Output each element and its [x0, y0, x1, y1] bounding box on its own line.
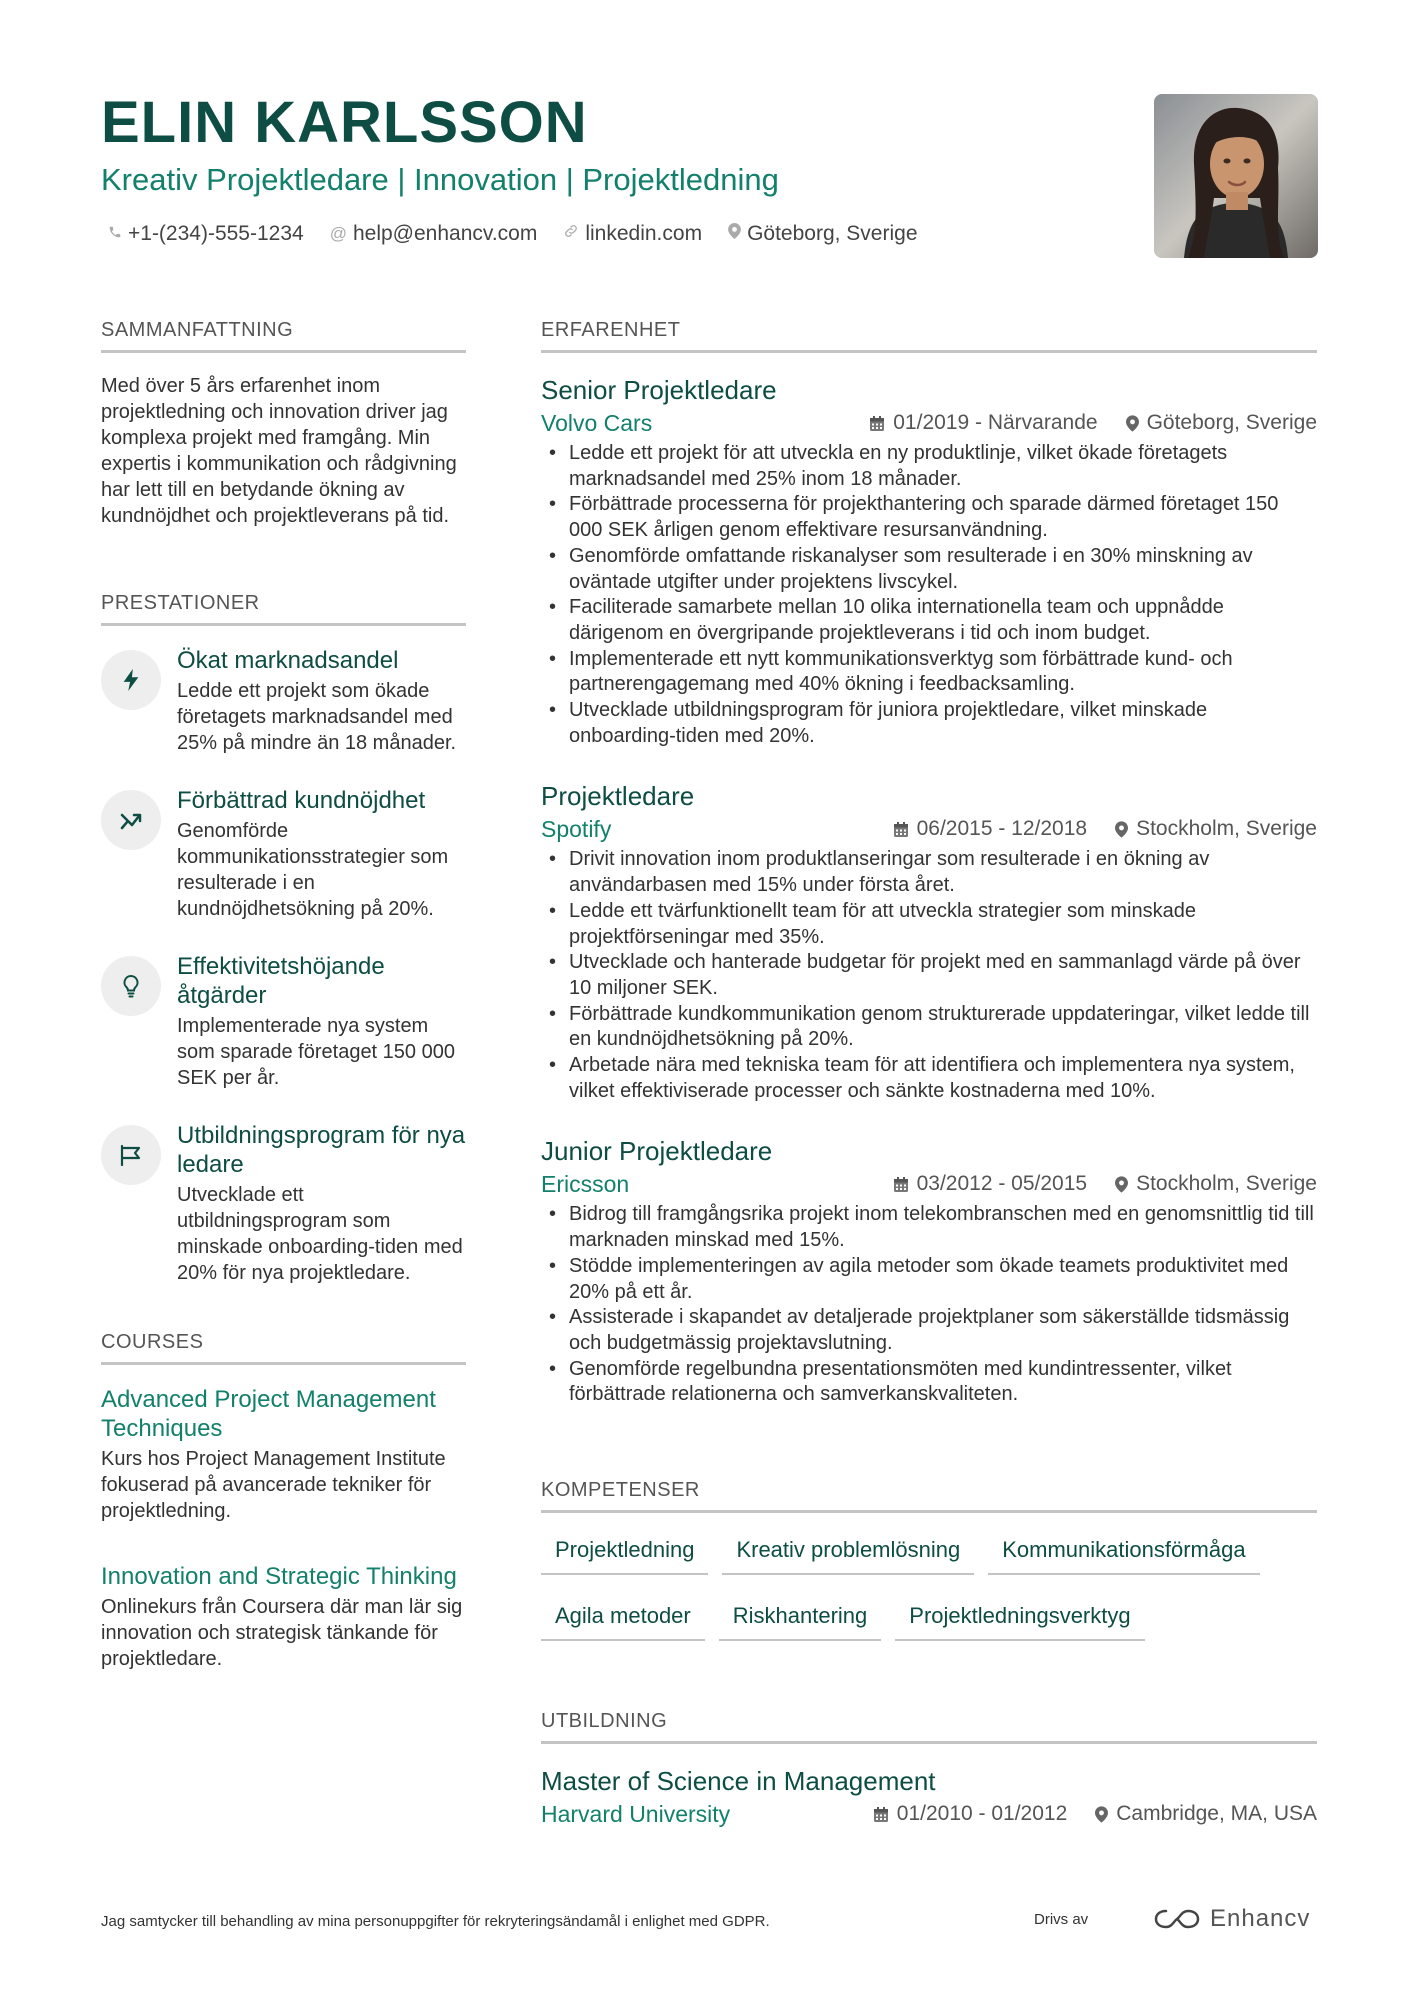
company-name: Ericsson	[541, 1171, 630, 1198]
job-location-text: Stockholm, Sverige	[1136, 817, 1317, 841]
location-pin-icon	[1126, 415, 1139, 432]
achievement-title: Ökat marknadsandel	[177, 647, 399, 674]
education-meta	[541, 1798, 1317, 1830]
achievement-item	[101, 646, 466, 756]
education-location	[1095, 1798, 1317, 1830]
powered-by-label: Drivs av	[1034, 1911, 1089, 1928]
contact-email	[330, 218, 538, 250]
education-heading: UTBILDNING	[541, 1707, 1317, 1744]
job-bullet: • Arbetade nära med tekniska team för att identifiera och implementera nya system, vilket effektiviserade processer och sänkte kostnaderna med 10%.	[541, 1053, 1317, 1104]
job-bullet: • Assisterade i skapandet av detaljerade projektplaner som säkerställde tidsmässig och budgetmässig projektavslutning.	[541, 1305, 1317, 1356]
email-text[interactable]: help@enhancv.com	[352, 222, 538, 245]
calendar-icon	[893, 821, 909, 838]
job-bullet: • Ledde ett tvärfunktionellt team för att utveckla strategier som minskade projektförseningar med 35%.	[541, 899, 1317, 950]
skill-tag: Kreativ problemlösning	[722, 1529, 974, 1575]
company-name: Volvo Cars	[541, 410, 653, 436]
calendar-icon	[869, 415, 885, 432]
skill-tag: Agila metoder	[541, 1595, 705, 1641]
job-bullets	[541, 441, 1317, 749]
job-meta	[541, 1168, 1317, 1200]
skill-tag: Riskhantering	[719, 1595, 882, 1641]
job-meta-right	[893, 813, 1317, 845]
job-bullets	[541, 847, 1317, 1104]
job-bullet: • Förbättrade kundkommunikation genom strukturerade uppdateringar, vilket ledde till en kundnöjdhetsökning på 20%.	[541, 1002, 1317, 1053]
education-dates-text: 01/2010 - 01/2012	[896, 1802, 1068, 1826]
experience-item	[541, 779, 1317, 1104]
achievement-item	[101, 786, 466, 922]
job-bullet: • Genomförde omfattande riskanalyser som resulterade i en 30% minskning av oväntade utgifter under projektens livscykel.	[541, 544, 1317, 595]
job-dates-text: 03/2012 - 05/2015	[916, 1172, 1088, 1196]
achievement-title: Effektivitetshöjande åtgärder	[177, 953, 385, 1009]
phone-icon	[108, 218, 122, 250]
job-meta	[541, 407, 1317, 439]
summary-heading: SAMMANFATTNING	[101, 316, 466, 353]
school-name: Harvard University	[541, 1801, 731, 1828]
job-bullet: • Stödde implementeringen av agila metoder som ökade teamets produktivitet med 20% på ett år.	[541, 1254, 1317, 1305]
job-bullets	[541, 1202, 1317, 1408]
job-bullet: • Utvecklade utbildningsprogram för juniora projektledare, vilket minskade onboarding-tiden med 20%.	[541, 698, 1317, 749]
job-bullet: • Bidrog till framgångsrika projekt inom telekombranschen med en genomsnittlig tid till marknaden minskad med 15%.	[541, 1202, 1317, 1253]
location-text: Göteborg, Sverige	[747, 222, 918, 245]
enhancv-logo[interactable]	[1154, 1904, 1310, 1934]
achievements-heading: PRESTATIONER	[101, 589, 466, 626]
course-desc: Onlinekurs från Coursera där man lär sig innovation och strategisk tänkande för projektledare.	[101, 1596, 463, 1670]
education-location-text: Cambridge, MA, USA	[1116, 1802, 1317, 1826]
skill-tag: Kommunikationsförmåga	[988, 1529, 1259, 1575]
achievement-item	[101, 1121, 466, 1286]
location-pin-icon	[1115, 1176, 1128, 1193]
course-title: Advanced Project Management Techniques	[101, 1386, 436, 1442]
contact-phone	[108, 218, 304, 250]
job-dates	[869, 407, 1097, 439]
job-meta-right	[869, 407, 1317, 439]
link-icon	[563, 218, 579, 250]
enhancv-brand-text: Enhancv	[1210, 1905, 1311, 1932]
job-title: Projektledare	[541, 781, 695, 812]
achievement-title: Utbildningsprogram för nya ledare	[177, 1122, 466, 1178]
job-location	[1115, 813, 1317, 845]
at-icon: @	[329, 224, 347, 243]
contact-linkedin	[563, 218, 702, 250]
achievement-title: Förbättrad kundnöjdhet	[177, 787, 426, 814]
job-dates	[893, 813, 1087, 845]
achievement-desc: Utvecklade ett utbildningsprogram som minskade onboarding-tiden med 20% för nya projektledare.	[177, 1184, 463, 1284]
left-column	[101, 316, 466, 1710]
courses-heading: COURSES	[101, 1328, 466, 1365]
achievement-desc: Implementerade nya system som sparade företaget 150 000 SEK per år.	[177, 1015, 455, 1089]
calendar-icon	[893, 1176, 909, 1193]
experience-item	[541, 1134, 1317, 1408]
job-bullet: • Drivit innovation inom produktlanseringar som resulterade i en ökning av användarbasen med 15% under första året.	[541, 847, 1317, 898]
achievement-item	[101, 952, 466, 1091]
experience-item	[541, 373, 1317, 749]
profile-photo	[1154, 94, 1318, 258]
job-title: Senior Projektledare	[541, 375, 777, 405]
lightbulb-icon	[101, 956, 161, 1016]
education-dates	[873, 1798, 1067, 1830]
job-bullet: • Implementerade ett nytt kommunikationsverktyg som förbättrade kund- och partnerengagemang med 40% ökning i feedbacksamling.	[541, 647, 1317, 698]
job-bullet: • Genomförde regelbundna presentationsmöten med kundintressenter, vilket förbättrade relationerna och samverkanskvaliteten.	[541, 1357, 1317, 1408]
course-desc: Kurs hos Project Management Institute fokuserad på avancerade tekniker för projektledning.	[101, 1448, 446, 1522]
experience-heading: ERFARENHET	[541, 316, 1317, 353]
job-dates	[893, 1168, 1087, 1200]
candidate-subtitle: Kreativ Projektledare | Innovation | Projektledning	[101, 162, 779, 197]
achievement-desc: Genomförde kommunikationsstrategier som resulterade i en kundnöjdhetsökning på 20%.	[177, 820, 449, 920]
job-meta-right	[893, 1168, 1317, 1200]
contact-location	[728, 218, 917, 250]
chart-arrow-icon	[101, 790, 161, 850]
location-pin-icon	[728, 218, 741, 250]
experience-list	[541, 373, 1317, 1408]
education-meta-right	[873, 1798, 1317, 1830]
job-meta	[541, 813, 1317, 845]
linkedin-text[interactable]: linkedin.com	[585, 222, 703, 245]
skills-heading: KOMPETENSER	[541, 1476, 1317, 1513]
job-bullet: • Förbättrade processerna för projekthantering och sparade därmed företaget 150 000 SEK årligen genom effektivare resursanvändning.	[541, 492, 1317, 543]
job-dates-text: 06/2015 - 12/2018	[916, 817, 1088, 841]
skills-list	[541, 1529, 1317, 1641]
job-location-text: Göteborg, Sverige	[1146, 411, 1317, 434]
summary-text: Med över 5 års erfarenhet inom projektledning och innovation driver jag komplexa projekt med framgång. Min expertis i kommunikation och rådgivning har lett till en betydande ökning av kundnöjdhet och projektleverans på tid.	[101, 375, 457, 527]
job-dates-text: 01/2019 - Närvarande	[893, 411, 1098, 434]
right-column	[541, 316, 1317, 1832]
contact-bar	[108, 218, 918, 250]
degree-title: Master of Science in Management	[541, 1766, 936, 1797]
job-location-text: Stockholm, Sverige	[1136, 1172, 1317, 1196]
lightning-icon	[101, 650, 161, 710]
candidate-name: ELIN KARLSSON	[101, 90, 588, 155]
skill-tag: Projektledningsverktyg	[895, 1595, 1144, 1641]
job-bullet: • Ledde ett projekt för att utveckla en ny produktlinje, vilket ökade företagets marknadsandel med 25% inom 18 månader.	[541, 441, 1317, 492]
job-location	[1115, 1168, 1317, 1200]
job-bullet: • Faciliterade samarbete mellan 10 olika internationella team och uppnådde därigenom en övergripande projektleverans i tid och inom budget.	[541, 595, 1317, 646]
gdpr-consent: Jag samtycker till behandling av mina personuppgifter för rekryteringsändamål i enlighet med GDPR.	[101, 1913, 770, 1930]
job-location	[1126, 407, 1317, 439]
skill-tag: Projektledning	[541, 1529, 708, 1575]
achievement-desc: Ledde ett projekt som ökade företagets marknadsandel med 25% på mindre än 18 månader.	[177, 680, 457, 754]
course-title: Innovation and Strategic Thinking	[101, 1563, 457, 1590]
flag-icon	[101, 1125, 161, 1185]
location-pin-icon	[1115, 821, 1128, 838]
calendar-icon	[873, 1806, 889, 1823]
location-pin-icon	[1095, 1806, 1108, 1823]
job-bullet: • Utvecklade och hanterade budgetar för projekt med en sammanlagd värde på över 10 miljoner SEK.	[541, 950, 1317, 1001]
phone-text[interactable]: +1-(234)-555-1234	[128, 222, 304, 245]
job-title: Junior Projektledare	[541, 1136, 773, 1167]
enhancv-logo-icon	[1154, 1907, 1200, 1931]
company-name: Spotify	[541, 816, 612, 843]
